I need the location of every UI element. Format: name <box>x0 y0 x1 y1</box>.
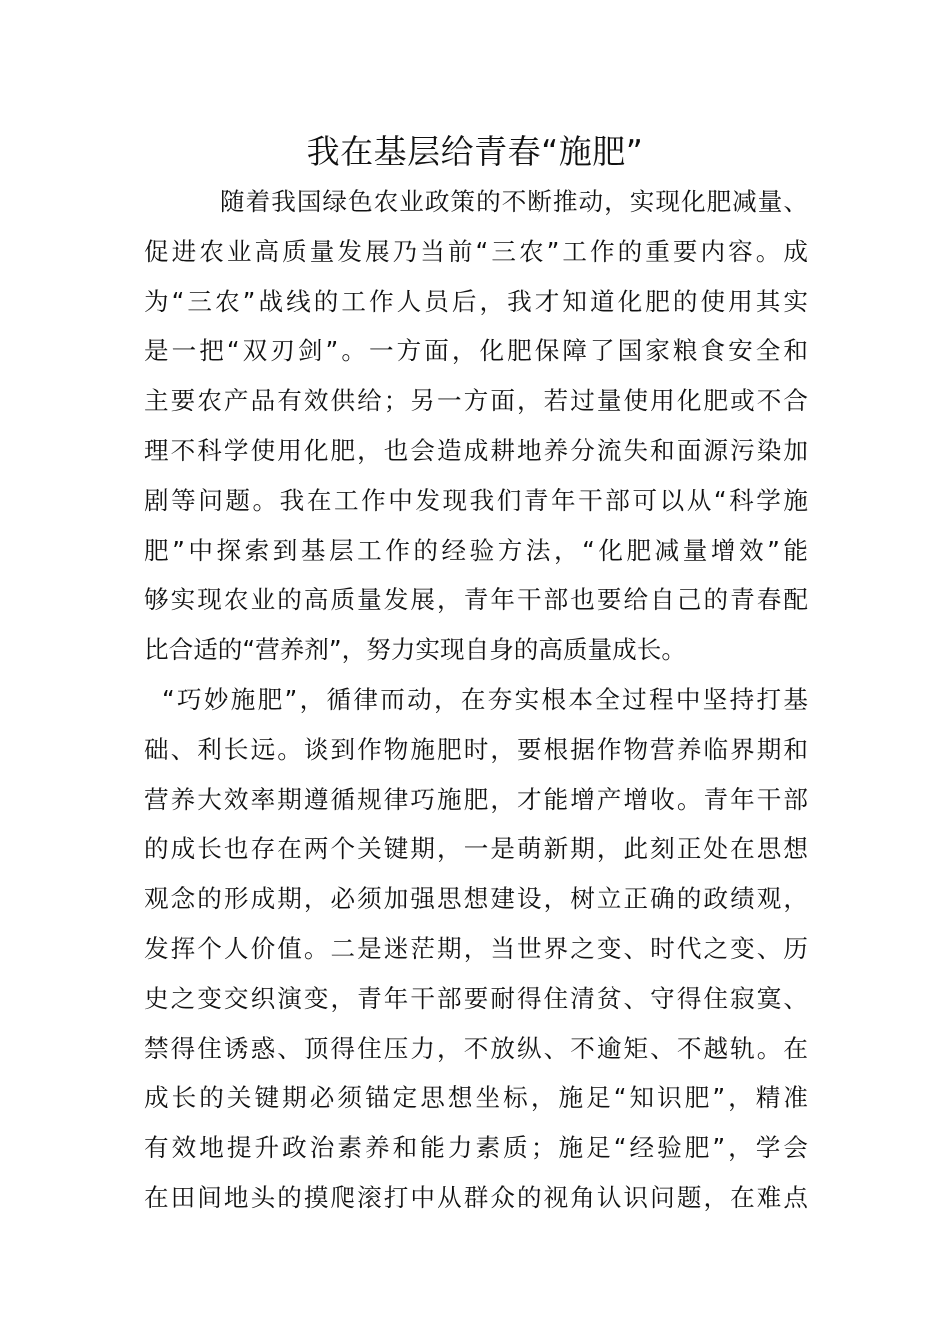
paragraph-line: 观念的形成期，必须加强思想建设，树立正确的政绩观， <box>144 884 808 914</box>
paragraph-line: 为“三农”战线的工作人员后，我才知道化肥的使用其实 <box>144 286 808 316</box>
paragraph-line: 成长的关键期必须锚定思想坐标，施足“知识肥”，精准 <box>144 1083 808 1113</box>
paragraph-line: 营养大效率期遵循规律巧施肥，才能增产增收。青年干部 <box>144 784 808 814</box>
paragraph-line: 剧等问题。我在工作中发现我们青年干部可以从“科学施 <box>144 485 808 515</box>
paragraph-line: 有效地提升政治素养和能力素质；施足“经验肥”，学会 <box>144 1133 808 1163</box>
paragraph-line: 发挥个人价值。二是迷茫期，当世界之变、时代之变、历 <box>144 933 808 963</box>
paragraph-line: 禁得住诱惑、顶得住压力，不放纵、不逾矩、不越轨。在 <box>144 1033 808 1063</box>
paragraph-line: “巧妙施肥”，循律而动，在夯实根本全过程中坚持打基 <box>162 684 808 714</box>
paragraph-line: 的成长也存在两个关键期，一是萌新期，此刻正处在思想 <box>144 834 808 864</box>
paragraph-line: 肥”中探索到基层工作的经验方法，“化肥减量增效”能 <box>144 535 808 565</box>
document-body <box>144 177 808 1223</box>
paragraph-line: 理不科学使用化肥，也会造成耕地养分流失和面源污染加 <box>144 435 808 465</box>
paragraph-line: 够实现农业的高质量发展，青年干部也要给自己的青春配 <box>144 585 808 615</box>
paragraph-line: 主要农产品有效供给；另一方面，若过量使用化肥或不合 <box>144 386 808 416</box>
paragraph-line: 在田间地头的摸爬滚打中从群众的视角认识问题，在难点 <box>144 1182 808 1212</box>
paragraph-line: 是一把“双刃剑”。一方面，化肥保障了国家粮食安全和 <box>144 336 808 366</box>
paragraph-line: 础、利长远。谈到作物施肥时，要根据作物营养临界期和 <box>144 734 808 764</box>
paragraph-line: 史之变交织演变，青年干部要耐得住清贫、守得住寂寞、 <box>144 983 808 1013</box>
paragraph-line: 随着我国绿色农业政策的不断推动，实现化肥减量、 <box>220 187 808 216</box>
document-title: 我在基层给青春“施肥” <box>306 132 644 171</box>
paragraph-line: 比合适的“营养剂”，努力实现自身的高质量成长。 <box>144 635 686 665</box>
paragraph-line: 促进农业高质量发展乃当前“三农”工作的重要内容。成 <box>144 236 808 266</box>
